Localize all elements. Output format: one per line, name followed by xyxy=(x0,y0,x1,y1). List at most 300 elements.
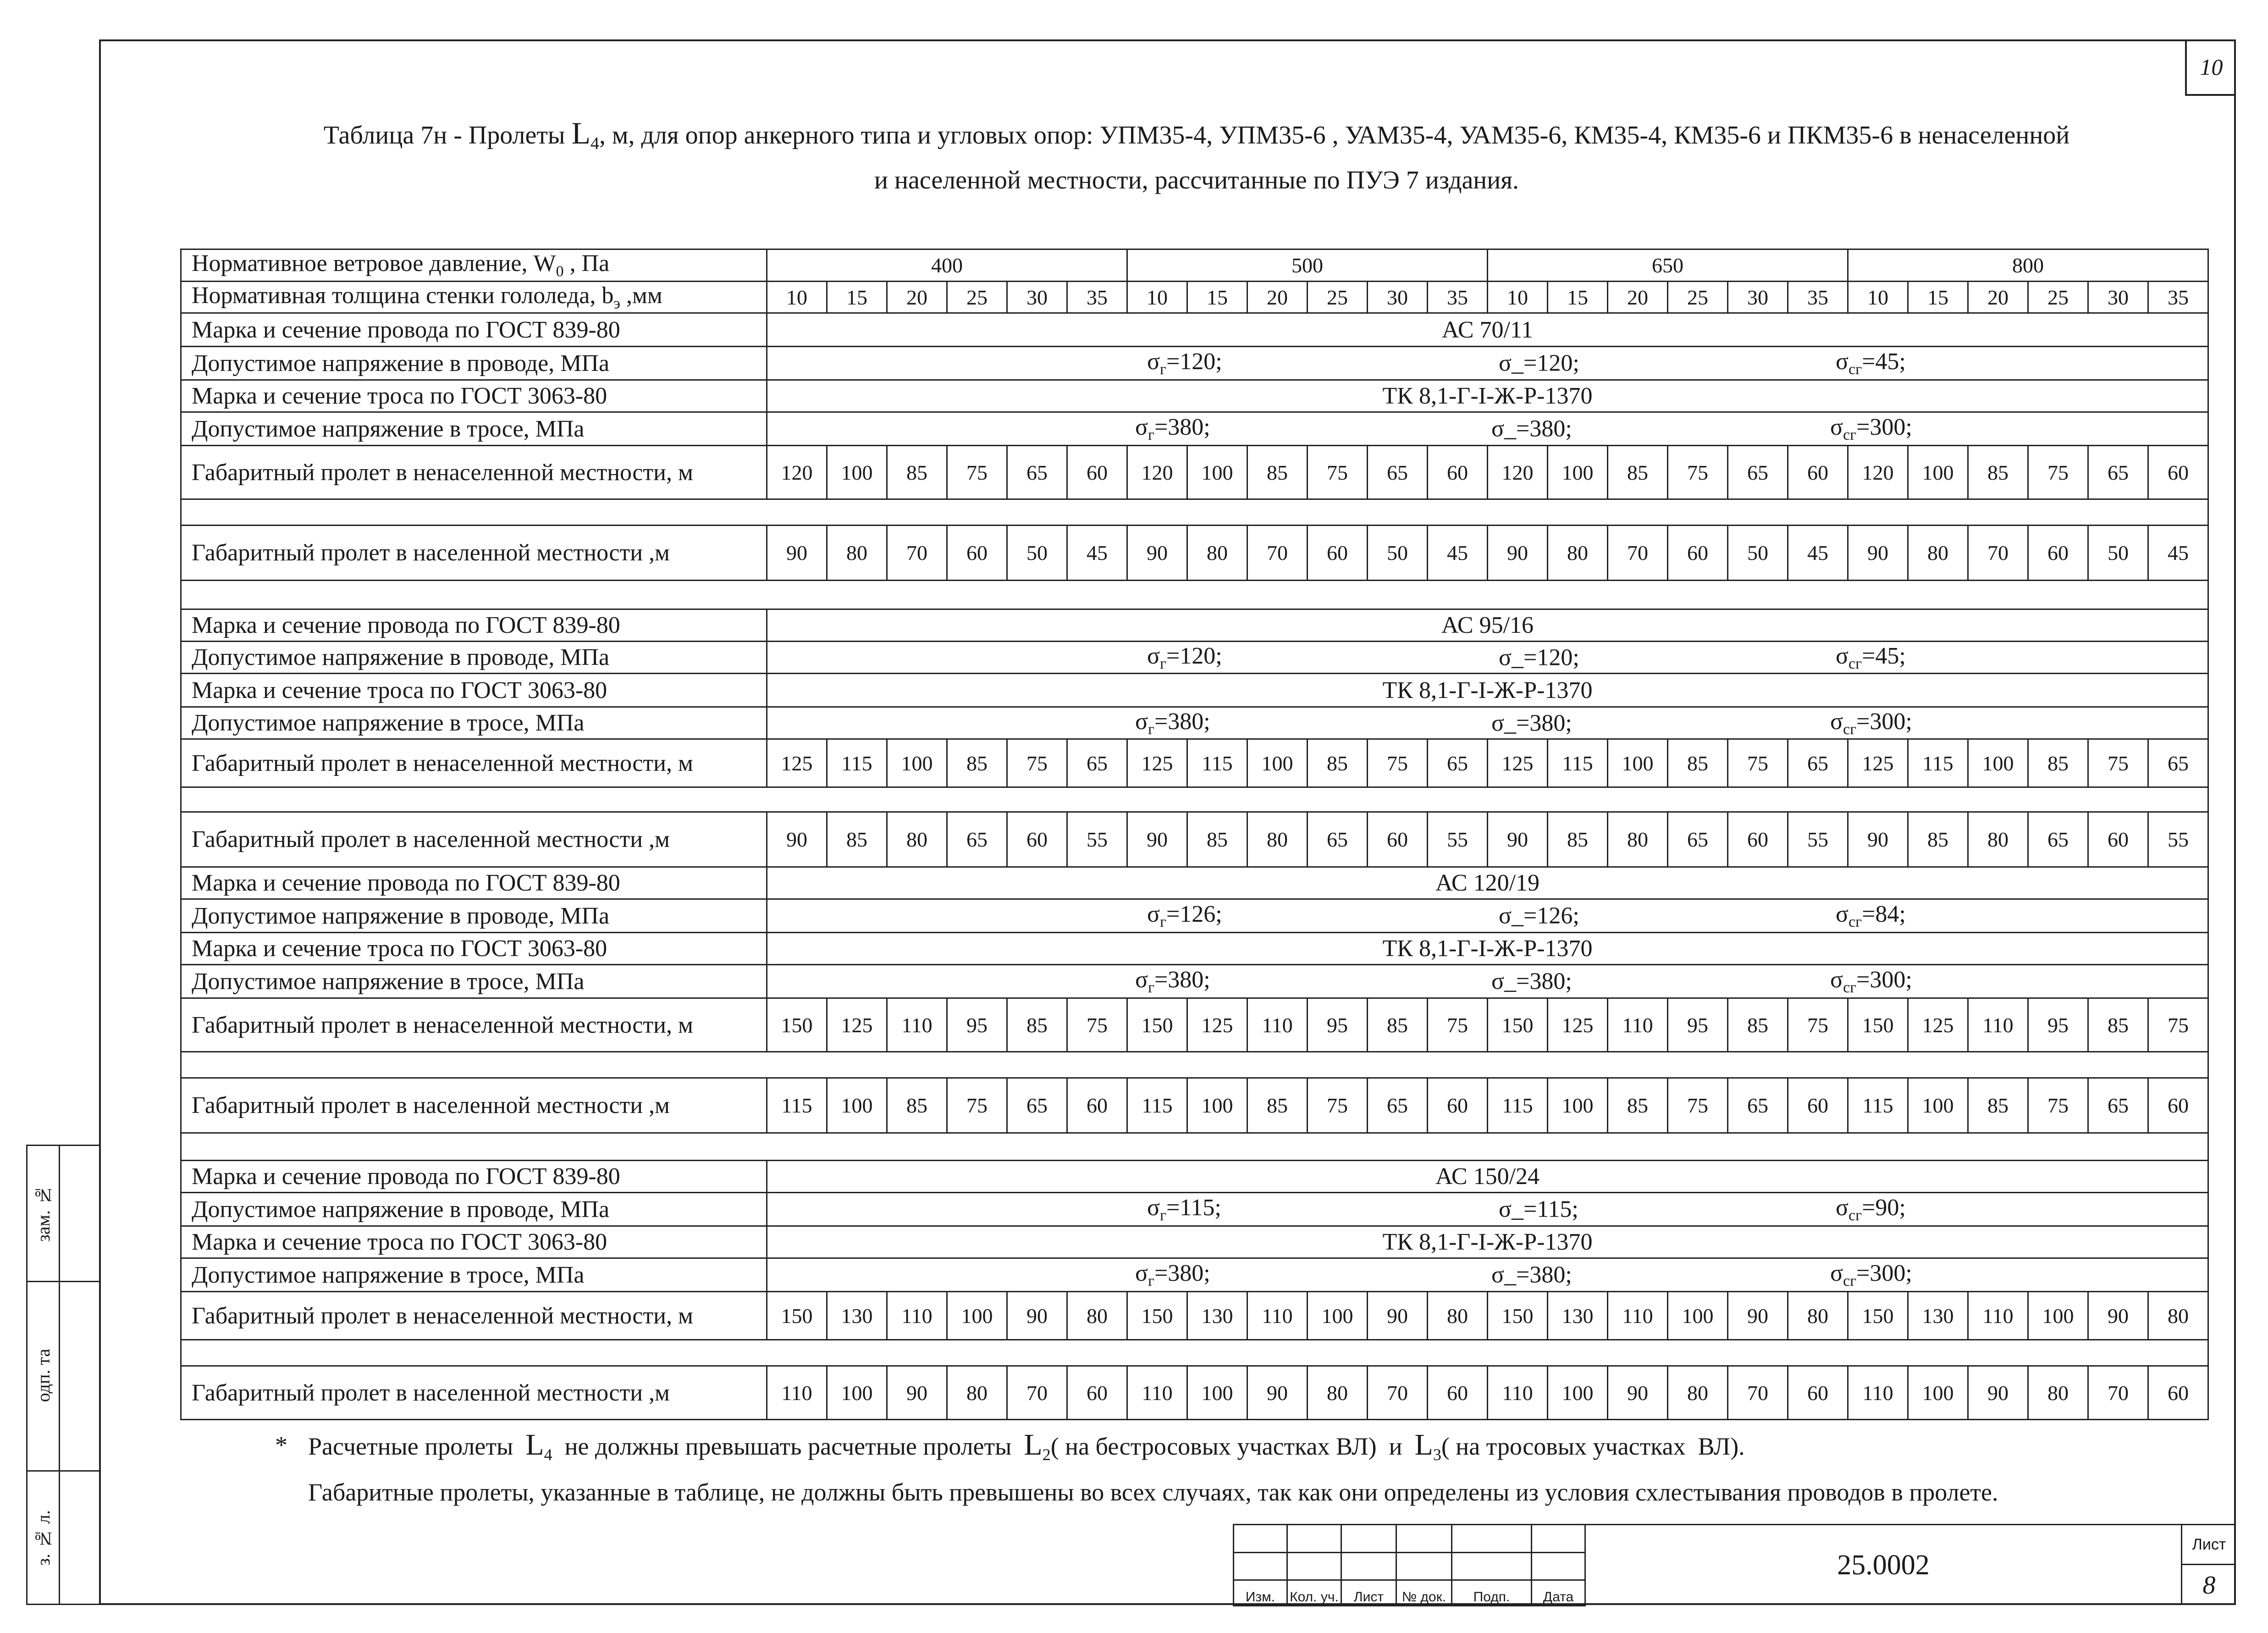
unpopulated-span-value: 95 xyxy=(2028,998,2088,1052)
side-stamp-divider xyxy=(59,1146,60,1604)
unpopulated-span-value: 110 xyxy=(1247,998,1308,1052)
sigma-symbol: σ xyxy=(1836,1195,1849,1221)
unpopulated-span-value: 60 xyxy=(1428,446,1488,499)
ice-thickness-value: 30 xyxy=(1007,282,1067,313)
populated-span-value: 90 xyxy=(887,1366,947,1420)
ice-thickness-label-unit: ,мм xyxy=(620,282,662,309)
sigma-symbol: σ xyxy=(1147,642,1160,669)
unpopulated-span-value: 130 xyxy=(1187,1292,1247,1340)
title-block-cell xyxy=(1532,1553,1585,1580)
populated-span-value: 65 xyxy=(947,812,1007,867)
rope-grade-value: ТК 8,1-Г-I-Ж-Р-1370 xyxy=(767,1226,2208,1258)
unpopulated-span-label: Габаритный пролет в ненаселенной местности, м xyxy=(181,998,767,1052)
unpopulated-span-value: 100 xyxy=(2028,1292,2088,1340)
populated-span-value: 55 xyxy=(1788,812,1848,867)
unpopulated-span-value: 100 xyxy=(947,1292,1007,1340)
populated-span-value: 90 xyxy=(1488,812,1548,867)
populated-span-value: 45 xyxy=(1428,526,1488,581)
unpopulated-span-value: 130 xyxy=(1548,1292,1608,1340)
rope-stress-values-item xyxy=(1135,414,1210,444)
ice-thickness-row xyxy=(181,282,2208,313)
rope-stress-values xyxy=(767,707,2208,739)
spacer-cell xyxy=(181,1133,2208,1161)
table-title xyxy=(183,115,2210,199)
rope-grade-label: Марка и сечение троса по ГОСТ 3063-80 xyxy=(181,933,767,965)
populated-span-value: 80 xyxy=(1608,812,1668,867)
populated-span-row xyxy=(181,812,2208,867)
wire-stress-values xyxy=(767,1193,2208,1226)
unpopulated-span-value: 60 xyxy=(1788,446,1848,499)
unpopulated-span-value: 120 xyxy=(767,446,827,499)
unpopulated-span-value: 100 xyxy=(1908,446,1968,499)
populated-span-value: 60 xyxy=(2088,812,2148,867)
unpopulated-span-value: 85 xyxy=(887,446,947,499)
footnote-star: * xyxy=(275,1431,287,1459)
sigma-subscript: сг xyxy=(1843,721,1857,738)
stress-value: _=126; xyxy=(1512,902,1579,929)
ice-thickness-value: 25 xyxy=(947,282,1007,313)
unpopulated-span-value: 125 xyxy=(1187,998,1247,1052)
spacer-row xyxy=(181,499,2208,526)
title-block-header: № док. xyxy=(1396,1580,1452,1606)
populated-span-value: 80 xyxy=(2028,1366,2088,1420)
side-stamp-label: одп. та xyxy=(33,1349,54,1402)
sigma-symbol: σ xyxy=(1499,644,1512,671)
sigma-subscript: г xyxy=(1148,426,1154,444)
populated-span-value: 90 xyxy=(1848,526,1908,581)
populated-span-value: 60 xyxy=(947,526,1007,581)
stress-value: =300; xyxy=(1856,1260,1912,1287)
populated-span-value: 70 xyxy=(887,526,947,581)
unpopulated-span-value: 110 xyxy=(887,998,947,1052)
title-block-cell xyxy=(1396,1553,1452,1580)
rope-grade-label: Марка и сечение троса по ГОСТ 3063-80 xyxy=(181,380,767,412)
unpopulated-span-value: 90 xyxy=(2088,1292,2148,1340)
rope-stress-label: Допустимое напряжение в тросе, МПа xyxy=(181,707,767,739)
side-stamp xyxy=(26,1145,99,1605)
title-block-header: Кол. уч. xyxy=(1287,1580,1341,1606)
unpopulated-span-value: 115 xyxy=(1908,739,1968,787)
ice-thickness-value: 20 xyxy=(1968,282,2028,313)
title-block-cell xyxy=(1532,1525,1585,1553)
populated-span-value: 85 xyxy=(827,812,887,867)
unpopulated-span-value: 65 xyxy=(2148,739,2208,787)
populated-span-value: 80 xyxy=(887,812,947,867)
populated-span-value: 60 xyxy=(1067,1366,1127,1420)
unpopulated-span-value: 80 xyxy=(1788,1292,1848,1340)
populated-span-value: 115 xyxy=(1488,1078,1548,1133)
populated-span-value: 60 xyxy=(1428,1366,1488,1420)
unpopulated-span-value: 120 xyxy=(1848,446,1908,499)
populated-span-value: 60 xyxy=(1788,1366,1848,1420)
populated-span-value: 80 xyxy=(1308,1366,1368,1420)
unpopulated-span-value: 115 xyxy=(827,739,887,787)
spacer-cell xyxy=(181,581,2208,609)
populated-span-value: 80 xyxy=(1968,812,2028,867)
populated-span-value: 65 xyxy=(1368,1078,1428,1133)
side-stamp-segment xyxy=(28,1146,59,1281)
stress-value: =120; xyxy=(1166,642,1222,669)
wire-stress-values xyxy=(767,642,2208,674)
unpopulated-span-value: 75 xyxy=(1668,446,1728,499)
unpopulated-span-value: 60 xyxy=(1067,446,1127,499)
stress-value: =300; xyxy=(1856,708,1912,735)
populated-span-value: 60 xyxy=(1428,1078,1488,1133)
ice-thickness-value: 20 xyxy=(887,282,947,313)
sheet-number: 8 xyxy=(2202,1571,2216,1600)
populated-span-value: 65 xyxy=(2088,1078,2148,1133)
wire-grade-row xyxy=(181,1161,2208,1193)
unpopulated-span-value: 75 xyxy=(2028,446,2088,499)
populated-span-value: 60 xyxy=(1067,1078,1127,1133)
title-line-1 xyxy=(183,115,2210,162)
populated-span-value: 110 xyxy=(1127,1366,1187,1420)
unpopulated-span-value: 65 xyxy=(1368,446,1428,499)
rope-stress-label: Допустимое напряжение в тросе, МПа xyxy=(181,412,767,446)
sigma-subscript: г xyxy=(1148,1273,1154,1290)
sigma-symbol: σ xyxy=(1830,708,1843,735)
title-block-grid xyxy=(1233,1524,1586,1606)
unpopulated-span-value: 150 xyxy=(1127,998,1187,1052)
unpopulated-span-value: 125 xyxy=(1548,998,1608,1052)
unpopulated-span-label: Габаритный пролет в ненаселенной местности, м xyxy=(181,739,767,787)
wire-grade-label: Марка и сечение провода по ГОСТ 839-80 xyxy=(181,609,767,642)
footnote-line-2: Габаритные пролеты, указанные в таблице, не должны быть превышены во всех случаях, так как они определены из условия схлестывания проводов в пролете. xyxy=(308,1478,1998,1506)
ice-thickness-value: 10 xyxy=(1127,282,1187,313)
unpopulated-span-value: 85 xyxy=(1368,998,1428,1052)
rope-stress-values-item xyxy=(1491,709,1572,736)
populated-span-value: 80 xyxy=(1668,1366,1728,1420)
ice-thickness-value: 10 xyxy=(1488,282,1548,313)
sigma-symbol: σ xyxy=(1147,901,1160,928)
title-block-header: Лист xyxy=(1341,1580,1396,1606)
unpopulated-span-value: 115 xyxy=(1548,739,1608,787)
ice-thickness-value: 15 xyxy=(1908,282,1968,313)
unpopulated-span-value: 100 xyxy=(887,739,947,787)
ice-thickness-value: 25 xyxy=(2028,282,2088,313)
ice-thickness-value: 15 xyxy=(1548,282,1608,313)
populated-span-value: 75 xyxy=(1668,1078,1728,1133)
footnote-span-symbol: L xyxy=(1024,1428,1043,1461)
unpopulated-span-value: 100 xyxy=(1548,446,1608,499)
unpopulated-span-value: 110 xyxy=(1608,1292,1668,1340)
title-block-cell xyxy=(1287,1553,1341,1580)
populated-span-value: 60 xyxy=(1788,1078,1848,1133)
unpopulated-span-row xyxy=(181,1292,2208,1340)
unpopulated-span-value: 130 xyxy=(827,1292,887,1340)
title-line-2: и населенной местности, рассчитанные по ПУЭ 7 издания. xyxy=(874,166,1519,195)
populated-span-value: 110 xyxy=(767,1366,827,1420)
footnote-span-subscript: 3 xyxy=(1433,1445,1441,1464)
populated-span-value: 90 xyxy=(767,526,827,581)
title-suffix: , м, для опор анкерного типа и угловых опор: УПМ35-4, УПМ35-6 , УАМ35-4, УАМ35-6, КМ35-4, КМ35-6 и ПКМ35-6 в ненаселенной xyxy=(599,121,2070,149)
populated-span-value: 80 xyxy=(1247,812,1308,867)
unpopulated-span-value: 100 xyxy=(1608,739,1668,787)
unpopulated-span-value: 75 xyxy=(1788,998,1848,1052)
wire-stress-values-item xyxy=(1147,901,1222,931)
unpopulated-span-row xyxy=(181,739,2208,787)
wire-stress-values-item xyxy=(1836,642,1906,673)
wind-pressure-value: 500 xyxy=(1127,249,1488,282)
unpopulated-span-value: 75 xyxy=(1728,739,1788,787)
spacer-cell xyxy=(181,787,2208,812)
populated-span-value: 70 xyxy=(1368,1366,1428,1420)
stress-value: =120; xyxy=(1166,349,1222,375)
wire-grade-row xyxy=(181,609,2208,642)
wire-stress-values-item xyxy=(1499,350,1579,377)
stress-value: _=120; xyxy=(1512,644,1579,671)
stress-value: =300; xyxy=(1856,414,1912,441)
unpopulated-span-row xyxy=(181,446,2208,499)
title-block-cell xyxy=(1341,1525,1396,1553)
unpopulated-span-value: 115 xyxy=(1187,739,1247,787)
ice-thickness-value: 30 xyxy=(1728,282,1788,313)
unpopulated-span-value: 150 xyxy=(1488,1292,1548,1340)
title-block-header: Дата xyxy=(1532,1580,1585,1606)
sigma-symbol: σ xyxy=(1491,415,1505,442)
ice-thickness-value: 35 xyxy=(1788,282,1848,313)
sigma-subscript: г xyxy=(1160,913,1166,931)
unpopulated-span-value: 150 xyxy=(767,998,827,1052)
populated-span-value: 45 xyxy=(1788,526,1848,581)
ice-thickness-value: 35 xyxy=(1067,282,1127,313)
sigma-subscript: сг xyxy=(1849,361,1862,378)
wire-grade-value: АС 70/11 xyxy=(767,313,2208,347)
sigma-subscript: сг xyxy=(1849,1207,1862,1224)
stress-value: =380; xyxy=(1154,708,1210,735)
title-block-header: Подп. xyxy=(1452,1580,1532,1606)
spacer-row xyxy=(181,1340,2208,1366)
populated-span-value: 75 xyxy=(2028,1078,2088,1133)
footnote-span-subscript: 2 xyxy=(1042,1445,1051,1464)
populated-span-row xyxy=(181,526,2208,581)
populated-span-value: 80 xyxy=(1187,526,1247,581)
unpopulated-span-value: 80 xyxy=(2148,1292,2208,1340)
populated-span-value: 75 xyxy=(947,1078,1007,1133)
unpopulated-span-value: 75 xyxy=(1428,998,1488,1052)
unpopulated-span-value: 100 xyxy=(1187,446,1247,499)
title-block-row xyxy=(1234,1553,1585,1580)
populated-span-label: Габаритный пролет в населенной местности ,м xyxy=(181,526,767,581)
spacer-cell xyxy=(181,1340,2208,1366)
spacer-row xyxy=(181,1052,2208,1078)
unpopulated-span-label: Габаритный пролет в ненаселенной местности, м xyxy=(181,1292,767,1340)
sigma-subscript: г xyxy=(1148,979,1154,996)
wire-stress-row xyxy=(181,899,2208,933)
footnote-text: ( на тросовых участках ВЛ). xyxy=(1441,1433,1745,1460)
unpopulated-span-value: 100 xyxy=(1968,739,2028,787)
unpopulated-span-value: 110 xyxy=(887,1292,947,1340)
populated-span-value: 85 xyxy=(1187,812,1247,867)
unpopulated-span-value: 75 xyxy=(1007,739,1067,787)
unpopulated-span-value: 125 xyxy=(1908,998,1968,1052)
populated-span-value: 100 xyxy=(1548,1366,1608,1420)
ice-thickness-value: 20 xyxy=(1247,282,1308,313)
spacer-cell xyxy=(181,499,2208,526)
spacer-row xyxy=(181,787,2208,812)
unpopulated-span-value: 65 xyxy=(1067,739,1127,787)
wire-grade-value: АС 150/24 xyxy=(767,1161,2208,1193)
ice-thickness-value: 25 xyxy=(1668,282,1728,313)
populated-span-value: 100 xyxy=(1548,1078,1608,1133)
unpopulated-span-value: 90 xyxy=(1728,1292,1788,1340)
unpopulated-span-value: 120 xyxy=(1127,446,1187,499)
corner-page-number: 10 xyxy=(2185,39,2236,96)
unpopulated-span-value: 150 xyxy=(767,1292,827,1340)
populated-span-value: 90 xyxy=(1127,526,1187,581)
sigma-symbol: σ xyxy=(1836,642,1849,669)
wire-stress-values-item xyxy=(1147,1194,1221,1224)
ice-thickness-value: 30 xyxy=(1368,282,1428,313)
unpopulated-span-value: 125 xyxy=(827,998,887,1052)
side-stamp-segment xyxy=(28,1470,59,1605)
unpopulated-span-value: 65 xyxy=(1007,446,1067,499)
populated-span-value: 100 xyxy=(1187,1366,1247,1420)
rope-stress-row xyxy=(181,965,2208,998)
sigma-subscript: г xyxy=(1148,721,1154,738)
spacer-row xyxy=(181,581,2208,609)
spacer-cell xyxy=(181,1052,2208,1078)
title-prefix: Таблица 7н - Пролеты xyxy=(323,121,572,149)
rope-stress-values-item xyxy=(1135,1260,1210,1290)
side-stamp-label: зам. № xyxy=(33,1185,54,1242)
populated-span-value: 85 xyxy=(1968,1078,2028,1133)
populated-span-value: 65 xyxy=(1007,1078,1067,1133)
rope-stress-values-item xyxy=(1135,966,1210,996)
wire-stress-row xyxy=(181,1193,2208,1226)
footnote-text: ( на бестросовых участках ВЛ) и xyxy=(1050,1433,1415,1460)
sigma-symbol: σ xyxy=(1836,349,1849,375)
unpopulated-span-value: 85 xyxy=(1007,998,1067,1052)
footnote-span-symbol: L xyxy=(525,1428,544,1461)
wire-stress-values-item xyxy=(1499,902,1579,930)
populated-span-row xyxy=(181,1366,2208,1420)
populated-span-value: 55 xyxy=(2148,812,2208,867)
populated-span-value: 100 xyxy=(827,1078,887,1133)
populated-span-value: 75 xyxy=(1308,1078,1368,1133)
unpopulated-span-value: 90 xyxy=(1368,1292,1428,1340)
rope-stress-values xyxy=(767,1258,2208,1292)
sigma-symbol: σ xyxy=(1147,1195,1160,1221)
stress-value: =45; xyxy=(1862,349,1906,375)
stress-value: =380; xyxy=(1154,414,1210,441)
populated-span-value: 60 xyxy=(1368,812,1428,867)
stress-value: =126; xyxy=(1166,901,1222,928)
wire-grade-label: Марка и сечение провода по ГОСТ 839-80 xyxy=(181,313,767,347)
unpopulated-span-value: 75 xyxy=(2148,998,2208,1052)
populated-span-value: 70 xyxy=(1728,1366,1788,1420)
title-block-cell xyxy=(1452,1525,1532,1553)
wind-pressure-row xyxy=(181,249,2208,282)
stress-value: =115; xyxy=(1166,1195,1221,1221)
rope-stress-row xyxy=(181,412,2208,446)
unpopulated-span-value: 150 xyxy=(1848,998,1908,1052)
sigma-symbol: σ xyxy=(1830,967,1843,993)
unpopulated-span-value: 150 xyxy=(1127,1292,1187,1340)
sigma-symbol: σ xyxy=(1499,350,1512,376)
ice-thickness-label xyxy=(181,282,767,313)
populated-span-value: 115 xyxy=(767,1078,827,1133)
title-block-cell xyxy=(1396,1525,1452,1553)
populated-span-value: 60 xyxy=(1308,526,1368,581)
unpopulated-span-value: 85 xyxy=(1968,446,2028,499)
rope-grade-row xyxy=(181,933,2208,965)
unpopulated-span-value: 90 xyxy=(1007,1292,1067,1340)
ice-thickness-value: 30 xyxy=(2088,282,2148,313)
sheet-label: Лист xyxy=(2182,1525,2236,1565)
populated-span-label: Габаритный пролет в населенной местности ,м xyxy=(181,1366,767,1420)
rope-stress-row xyxy=(181,1258,2208,1292)
unpopulated-span-value: 65 xyxy=(1788,739,1848,787)
wind-pressure-label-unit: , Па xyxy=(563,250,610,277)
wire-stress-values-item xyxy=(1147,642,1222,673)
unpopulated-span-value: 100 xyxy=(1308,1292,1368,1340)
populated-span-value: 80 xyxy=(1548,526,1608,581)
rope-grade-row xyxy=(181,674,2208,707)
populated-span-value: 70 xyxy=(2088,1366,2148,1420)
unpopulated-span-value: 95 xyxy=(947,998,1007,1052)
populated-span-value: 90 xyxy=(1968,1366,2028,1420)
stress-value: _=380; xyxy=(1504,1262,1572,1288)
ice-thickness-value: 10 xyxy=(1848,282,1908,313)
wire-stress-values-item xyxy=(1836,901,1906,931)
unpopulated-span-value: 75 xyxy=(1368,739,1428,787)
populated-span-value: 100 xyxy=(1908,1366,1968,1420)
unpopulated-span-row xyxy=(181,998,2208,1052)
populated-span-value: 65 xyxy=(1728,1078,1788,1133)
populated-span-value: 45 xyxy=(1067,526,1127,581)
footnote-line-1 xyxy=(275,1426,2201,1473)
rope-stress-values xyxy=(767,412,2208,446)
sigma-symbol: σ xyxy=(1499,1196,1512,1223)
wire-stress-label: Допустимое напряжение в проводе, МПа xyxy=(181,642,767,674)
sigma-subscript: сг xyxy=(1849,655,1862,673)
populated-span-value: 60 xyxy=(1728,812,1788,867)
unpopulated-span-value: 110 xyxy=(1968,1292,2028,1340)
populated-span-value: 50 xyxy=(1728,526,1788,581)
populated-span-value: 50 xyxy=(1007,526,1067,581)
populated-span-value: 50 xyxy=(1368,526,1428,581)
sigma-subscript: г xyxy=(1160,1207,1166,1224)
unpopulated-span-value: 110 xyxy=(1247,1292,1308,1340)
populated-span-value: 60 xyxy=(1668,526,1728,581)
populated-span-value: 90 xyxy=(1247,1366,1308,1420)
unpopulated-span-value: 85 xyxy=(1668,739,1728,787)
unpopulated-span-value: 100 xyxy=(827,446,887,499)
unpopulated-span-value: 120 xyxy=(1488,446,1548,499)
unpopulated-span-value: 130 xyxy=(1908,1292,1968,1340)
stress-value: =90; xyxy=(1862,1195,1906,1221)
unpopulated-span-value: 75 xyxy=(1308,446,1368,499)
ice-thickness-value: 25 xyxy=(1308,282,1368,313)
wind-pressure-label xyxy=(181,249,767,282)
populated-span-value: 85 xyxy=(887,1078,947,1133)
populated-span-value: 80 xyxy=(1908,526,1968,581)
unpopulated-span-value: 110 xyxy=(1608,998,1668,1052)
wire-grade-row xyxy=(181,867,2208,899)
sheet-cell xyxy=(2181,1524,2236,1605)
rope-grade-row xyxy=(181,380,2208,412)
populated-span-value: 100 xyxy=(1908,1078,1968,1133)
sigma-symbol: σ xyxy=(1830,414,1843,441)
unpopulated-span-value: 125 xyxy=(1488,739,1548,787)
populated-span-value: 90 xyxy=(1608,1366,1668,1420)
sigma-symbol: σ xyxy=(1135,967,1148,993)
stress-value: _=115; xyxy=(1512,1196,1578,1223)
populated-span-value: 65 xyxy=(1668,812,1728,867)
unpopulated-span-value: 150 xyxy=(1488,998,1548,1052)
side-stamp-line xyxy=(28,1281,100,1282)
